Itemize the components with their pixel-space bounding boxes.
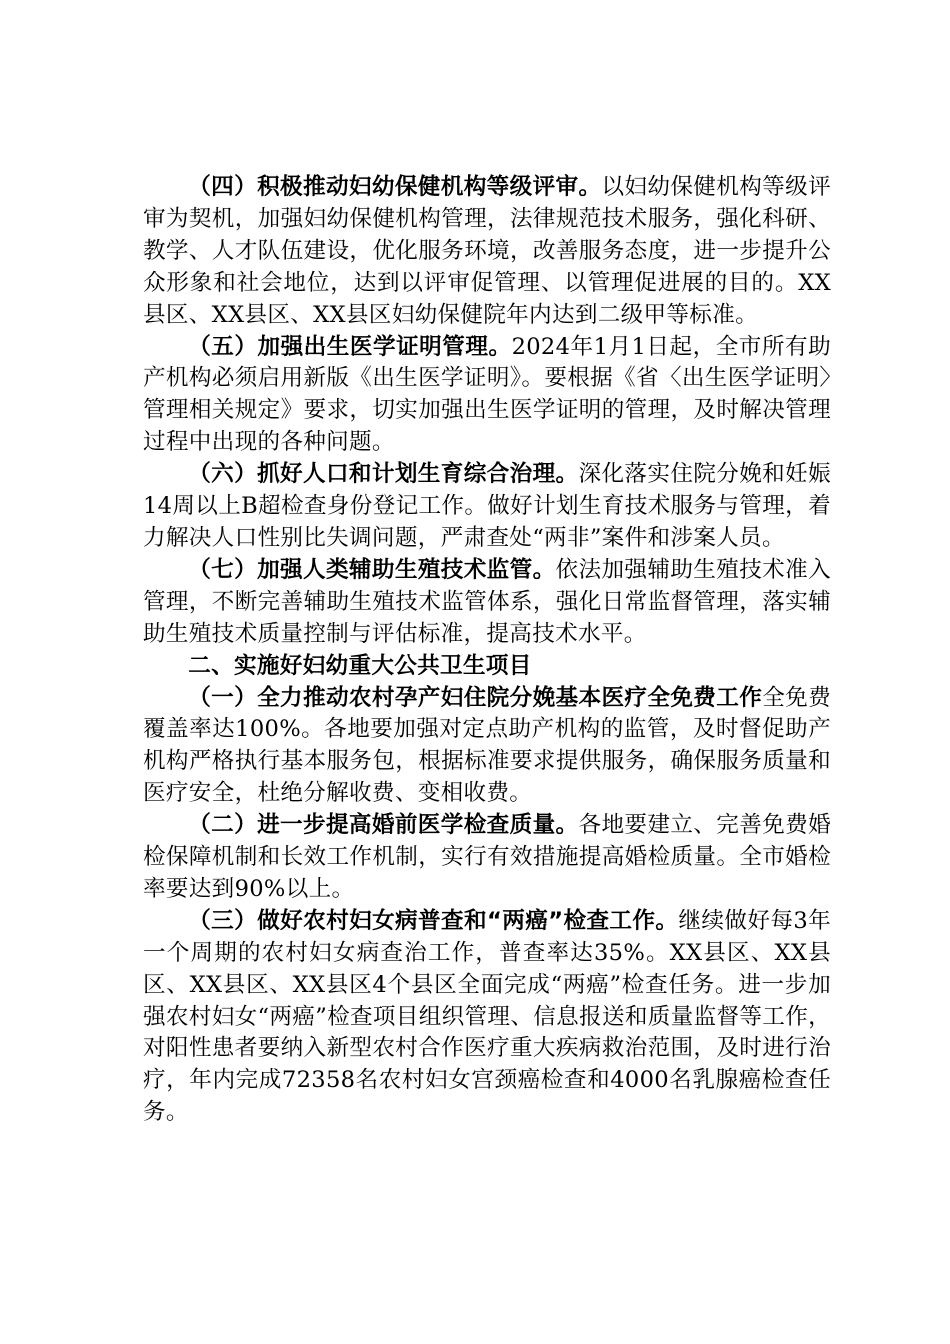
paragraph-body: 依法加强辅助生殖技术准入管理，不断完善辅助生殖技术监管体系，强化日常监督管理，落实辅助生殖技术质量控制与评估标准，提高技术水平。 (143, 556, 831, 647)
paragraph-lead: （五）加强出生医学证明管理。 (188, 333, 512, 360)
section-heading: 二、实施好妇幼重大公共卫生项目 (188, 652, 532, 679)
paragraph-lead: （六）抓好人口和计划生育综合治理。 (188, 461, 579, 488)
paragraph-lead: （四）积极推动妇幼保健机构等级评审。 (188, 174, 602, 200)
paragraph-lead: （七）加强人类辅助生殖技术监管。 (188, 556, 556, 583)
paragraph-body: 各地要建立、完善免费婚检保障机制和长效工作机制，实行有效措施提高婚检质量。全市婚检率要达到90%以上。 (143, 812, 831, 902)
paragraph-one (143, 683, 831, 811)
paragraph-lead: （二）进一步提高婚前医学检查质量。 (188, 812, 579, 839)
paragraph-four (143, 172, 831, 332)
paragraph-body: 继续做好每3年一个周期的农村妇女病查治工作，普查率达35%。XX县区、XX县区、XX县区、XX县区4个县区全面完成“两癌”检查任务。进一步加强农村妇女“两癌”检查项目组织管理、信息报送和质量监督等工作，对阳性患者要纳入新型农村合作医疗重大疾病救治范围，及时进行治疗，年内完成72358名农村妇女宫颈癌检查和4000名乳腺癌检查任务。 (143, 907, 831, 1126)
paragraph-seven (143, 555, 831, 651)
document-page (143, 172, 831, 1129)
paragraph-lead: （三）做好农村妇女病普查和“两癌”检查工作。 (188, 907, 679, 934)
paragraph-six (143, 459, 831, 555)
paragraph-lead: （一）全力推动农村孕产妇住院分娩基本医疗全免费工作 (188, 684, 763, 711)
paragraph-two (143, 810, 831, 906)
paragraph-five (143, 332, 831, 460)
paragraph-body: 以妇幼保健机构等级评审为契机，加强妇幼保健机构管理，法律规范技术服务，强化科研、教学、人才队伍建设，优化服务环境，改善服务态度，进一步提升公众形象和社会地位，达到以评审促管理、以管理促进展的目的。XX县区、XX县区、XX县区妇幼保健院年内达到二级甲等标准。 (143, 174, 831, 328)
paragraph-body: 深化落实住院分娩和妊娠14周以上B超检查身份登记工作。做好计划生育技术服务与管理，着力解决人口性别比失调问题，严肃查处“两非”案件和涉案人员。 (143, 461, 831, 551)
paragraph-body: 全免费覆盖率达100%。各地要加强对定点助产机构的监管，及时督促助产机构严格执行基本服务包，根据标准要求提供服务，确保服务质量和医疗安全，杜绝分解收费、变相收费。 (143, 684, 832, 807)
paragraph-body: 2024年1月1日起，全市所有助产机构必须启用新版《出生医学证明》。要根据《省〈出生医学证明〉管理相关规定》要求，切实加强出生医学证明的管理，及时解决管理过程中出现的各种问题。 (143, 333, 831, 456)
paragraph-three (143, 906, 831, 1129)
